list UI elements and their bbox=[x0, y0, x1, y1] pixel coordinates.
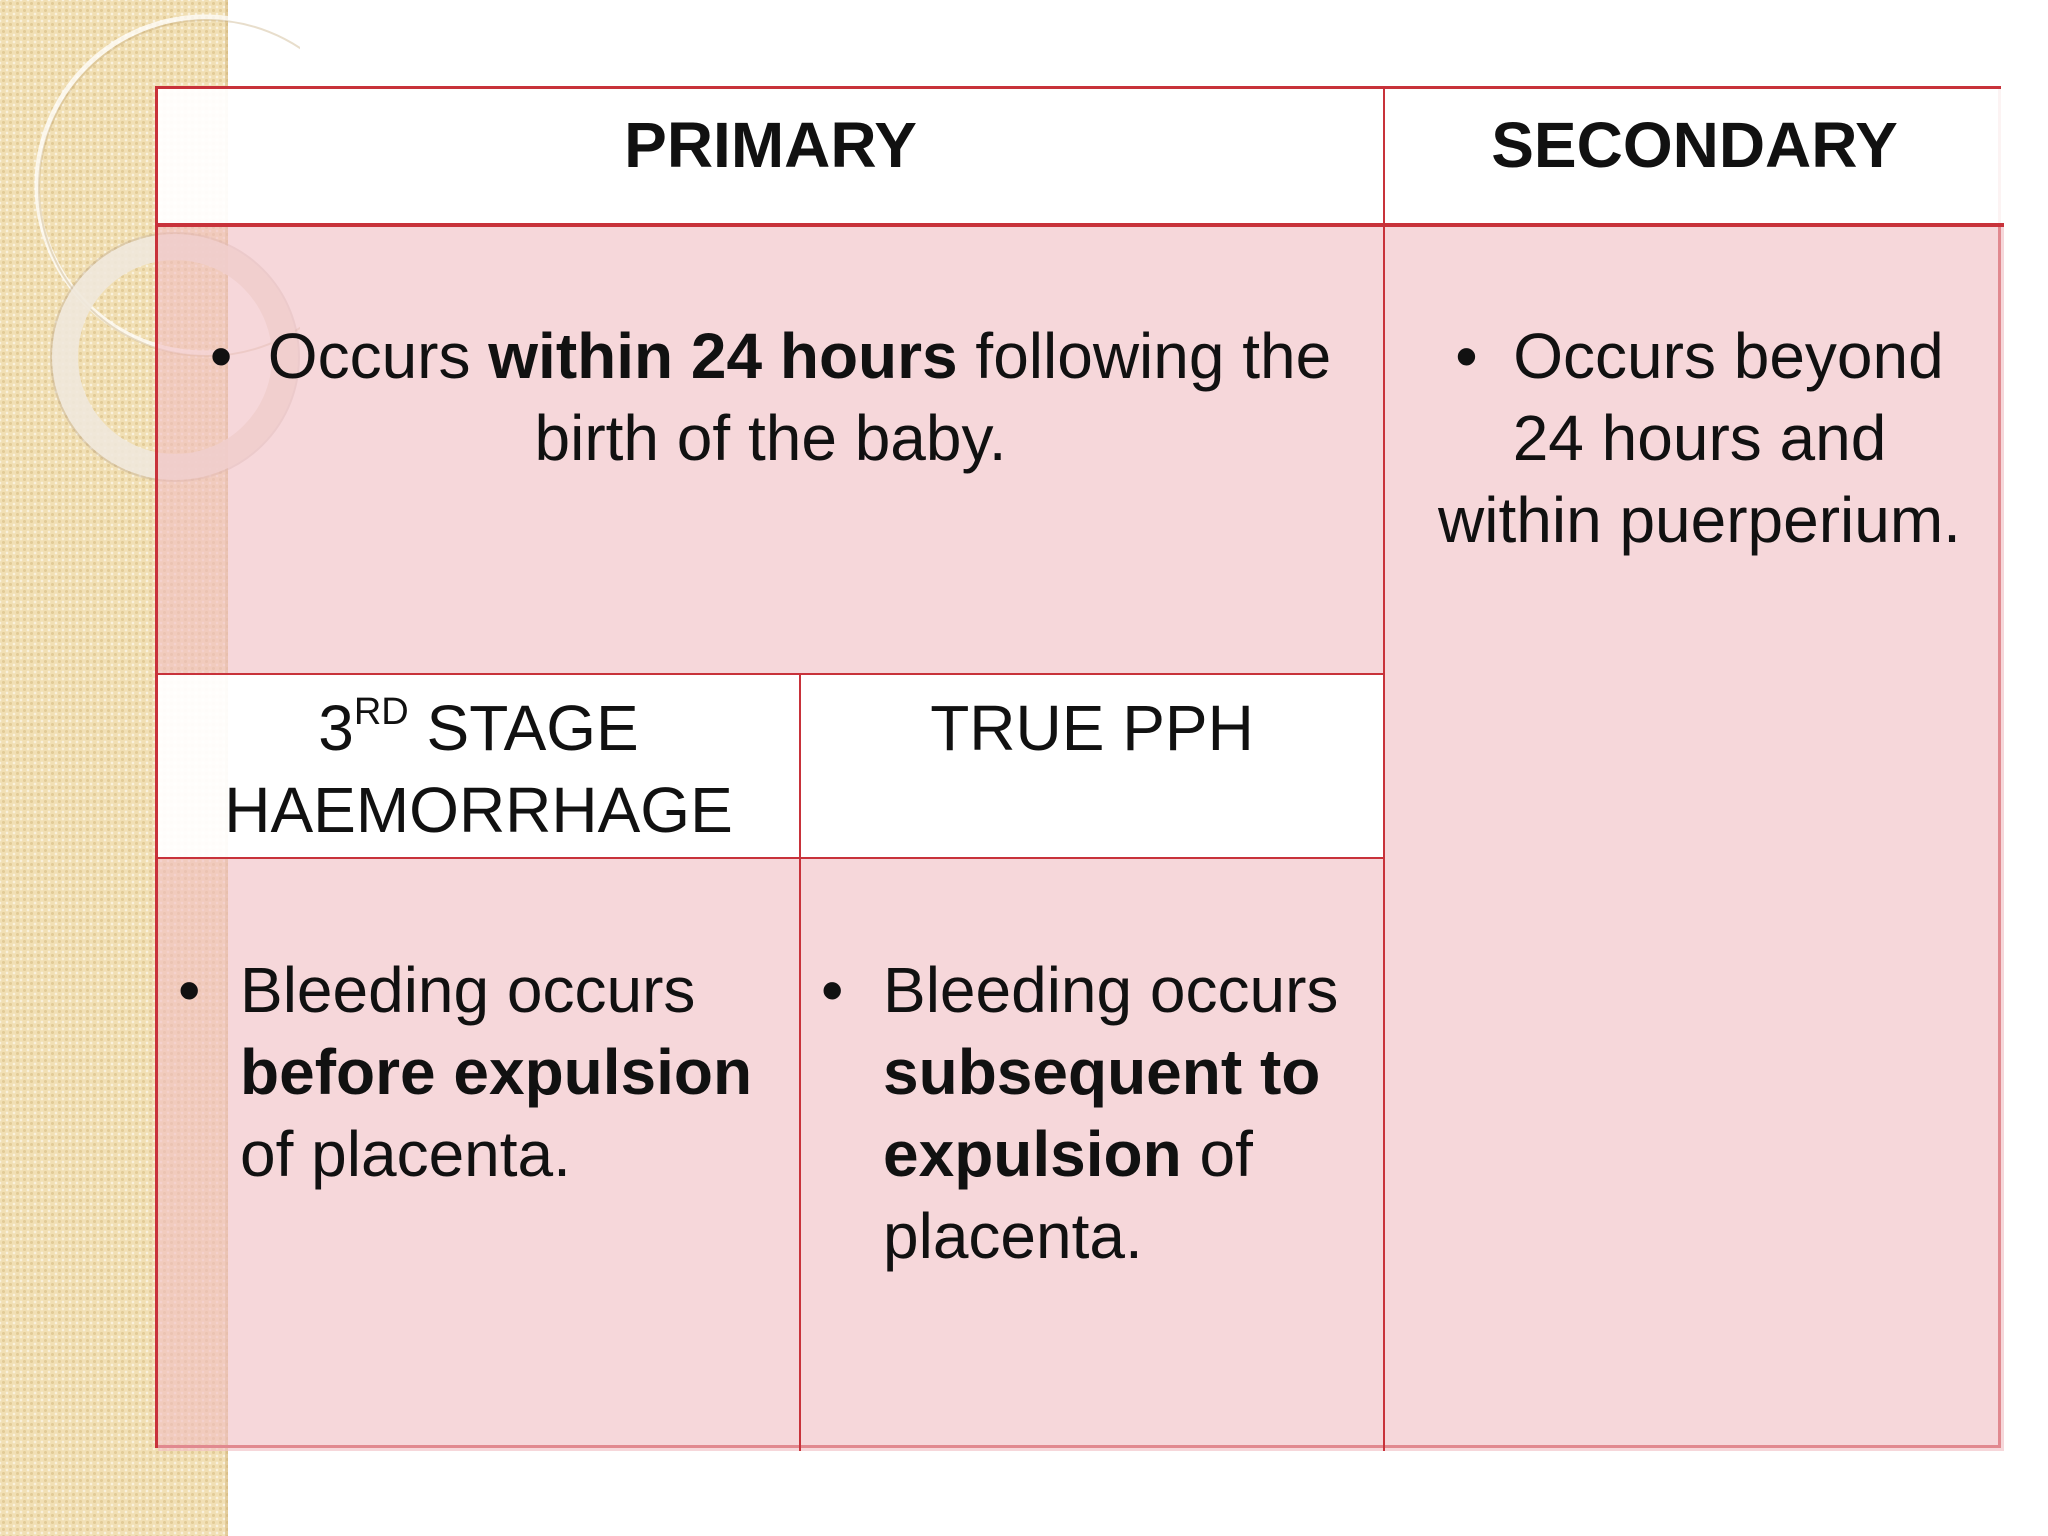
subheader-true-pph bbox=[801, 675, 1385, 859]
pph-classification-table bbox=[155, 86, 2001, 1448]
third-stage-definition-bold: before expulsion bbox=[240, 1036, 753, 1108]
header-secondary-label: SECONDARY bbox=[1491, 109, 1898, 181]
bullet-icon: • bbox=[209, 320, 233, 392]
third-stage-label: STAGE HAEMORRHAGE bbox=[224, 692, 733, 846]
bullet-icon: • bbox=[821, 954, 844, 1026]
third-stage-definition-text-1: Bleeding occurs bbox=[240, 954, 696, 1026]
secondary-definition-text: Occurs beyond 24 hours and within puerperium. bbox=[1438, 320, 1961, 556]
header-primary-label: PRIMARY bbox=[624, 109, 917, 181]
true-pph-definition-bold: subsequent to expulsion bbox=[883, 1036, 1321, 1190]
list-item bbox=[821, 949, 1383, 1277]
header-primary bbox=[158, 89, 1385, 227]
true-pph-definition-text-1: Bleeding occurs bbox=[883, 954, 1339, 1026]
bullet-icon: • bbox=[178, 954, 201, 1026]
primary-definition-bold: within 24 hours bbox=[488, 320, 958, 392]
secondary-definition-cell bbox=[1385, 227, 2004, 1451]
true-pph-label: TRUE PPH bbox=[930, 692, 1254, 764]
third-stage-definition-text-2: of placenta. bbox=[240, 1118, 571, 1190]
primary-definition-text-1: Occurs bbox=[267, 320, 489, 392]
list-item bbox=[178, 949, 799, 1195]
subheader-third-stage bbox=[158, 675, 801, 859]
bullet-icon: • bbox=[1455, 320, 1478, 392]
primary-definition-text-2: following the birth of the baby. bbox=[534, 320, 1332, 474]
third-stage-number: 3 bbox=[318, 692, 354, 764]
true-pph-definition-text-2: of placenta. bbox=[883, 1118, 1253, 1272]
true-pph-definition-text bbox=[883, 949, 1383, 1277]
third-stage-superscript: RD bbox=[353, 691, 409, 733]
header-secondary bbox=[1385, 89, 2004, 227]
third-stage-definition-cell bbox=[158, 859, 801, 1451]
true-pph-definition-cell bbox=[801, 859, 1385, 1451]
primary-definition-cell bbox=[158, 227, 1385, 675]
third-stage-definition-text bbox=[240, 949, 799, 1195]
